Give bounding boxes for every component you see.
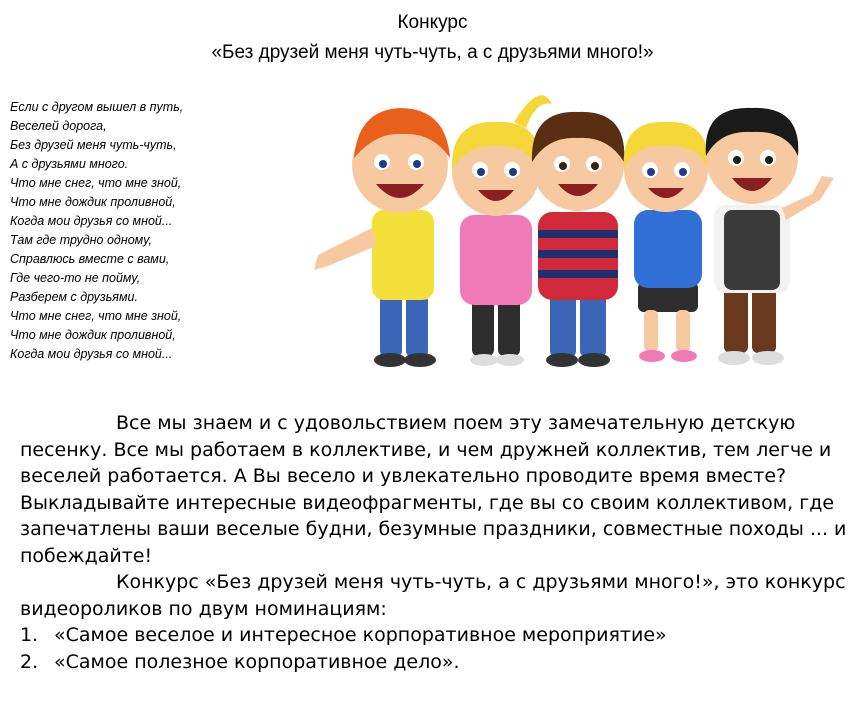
poem-line: Когда мои друзья со мной...	[10, 214, 173, 228]
poem	[10, 98, 183, 364]
poem-line: Если с другом вышел в путь,	[10, 100, 184, 114]
kid-curly-hair	[532, 112, 624, 367]
poem-line: Что мне снег, что мне зной,	[10, 309, 182, 323]
nomination-text: «Самое веселое и интересное корпоративное мероприятие»	[54, 624, 667, 646]
poem-line: Что мне дождик проливной,	[10, 328, 176, 342]
nomination-item	[20, 622, 850, 649]
poem-line: Разберем с друзьями.	[10, 290, 138, 304]
children-illustration	[300, 70, 845, 375]
kid-black-hair	[706, 108, 834, 365]
contest-paragraph: Конкурс «Без друзей меня чуть-чуть, а с друзьями много!», это конкурс видеороликов по двум номинациям:	[20, 571, 846, 620]
poem-line: Что мне дождик проливной,	[10, 195, 176, 209]
title-line-2: «Без друзей меня чуть-чуть, а с друзьями много!»	[211, 42, 654, 63]
title-line-1: Конкурс	[397, 12, 468, 33]
poem-line: А с друзьями много.	[10, 157, 129, 171]
poem-line: Справлюсь вместе с вами,	[10, 252, 170, 266]
nomination-item	[20, 649, 850, 676]
poem-line: Там где трудно одному,	[10, 233, 152, 247]
kid-blonde-hair	[624, 122, 709, 362]
poem-line: Когда мои друзья со мной...	[10, 347, 173, 361]
contest-description	[20, 410, 850, 675]
poem-line: Без друзей меня чуть-чуть,	[10, 138, 177, 152]
nomination-number: 2.	[20, 650, 39, 673]
poem-line: Где чего-то не пойму,	[10, 271, 141, 285]
nomination-number: 1.	[20, 624, 39, 646]
kid-orange-hair	[314, 108, 450, 367]
intro-paragraph: Все мы знаем и с удовольствием поем эту замечательную детскую песенку. Все мы работаем в коллективе, и чем дружней коллектив, тем легче и веселей работается. А Вы весело и увлекательно проводите время вместе? Выкладывайте интересные видеофрагменты, где вы со своим коллективом, где запечатлены ваши веселые будни, безумные праздники, совместные походы ... и побеждайте!	[20, 412, 847, 567]
poem-line: Что мне снег, что мне зной,	[10, 176, 182, 190]
nomination-text: «Самое полезное корпоративное дело».	[54, 650, 460, 673]
nominations-list	[20, 622, 850, 675]
poem-line: Веселей дорога,	[10, 119, 107, 133]
